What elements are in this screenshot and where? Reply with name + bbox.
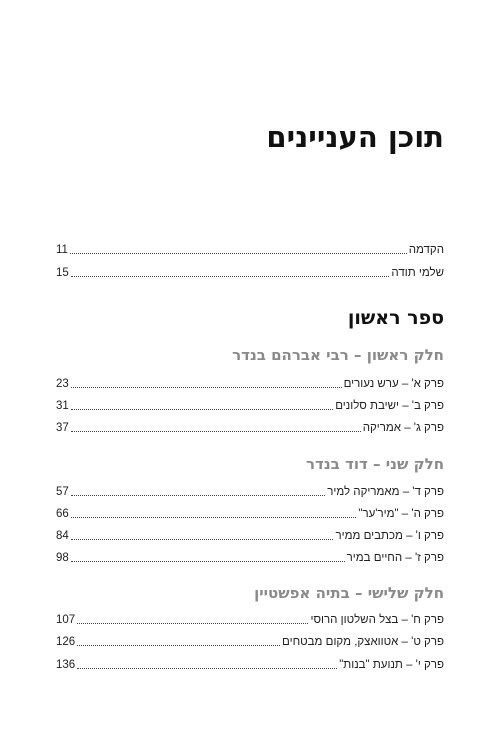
entry-label: פרק ד' – מאמריקה למיר — [327, 486, 444, 498]
entry-page-number: 107 — [56, 614, 76, 626]
dot-leader — [71, 539, 334, 540]
part-title: חלק ראשון – רבי אברהם בנדר — [232, 346, 444, 364]
toc-entry-chapter — [56, 656, 444, 672]
toc-entry-chapter — [56, 633, 444, 649]
entry-label: הקדמה — [408, 244, 444, 256]
entry-label: פרק ג' – אמריקה — [362, 422, 444, 434]
entry-page-number: 11 — [56, 244, 68, 256]
dot-leader — [77, 623, 308, 624]
entry-page-number: 15 — [56, 267, 69, 279]
entry-page-number: 57 — [56, 486, 69, 498]
entry-page-number: 37 — [56, 422, 69, 434]
toc-entry-chapter — [56, 505, 444, 521]
entry-label: פרק א' – ערש נעורים — [343, 378, 444, 390]
dot-leader — [77, 668, 337, 669]
entry-page-number: 98 — [56, 552, 69, 564]
dot-leader — [70, 253, 407, 254]
entry-label: פרק ט' – אטוואצק, מקום מבטחים — [282, 636, 444, 648]
entry-page-number: 31 — [56, 400, 69, 412]
toc-entry-chapter — [56, 549, 444, 565]
dot-leader — [71, 409, 333, 410]
entry-label: פרק ז' – החיים במיר — [346, 552, 444, 564]
dot-leader — [77, 645, 280, 646]
part-title: חלק שלישי – בתיה אפשטיין — [254, 584, 444, 602]
toc-title: תוכן העניינים — [266, 120, 444, 154]
dot-leader — [71, 517, 357, 518]
entry-page-number: 66 — [56, 508, 69, 520]
dot-leader — [71, 495, 325, 496]
toc-entry-acknowledgments — [56, 264, 444, 280]
entry-page-number: 84 — [56, 530, 69, 542]
entry-label: שלמי תודה — [391, 267, 444, 279]
toc-entry-chapter — [56, 483, 444, 499]
dot-leader — [71, 561, 345, 562]
dot-leader — [71, 276, 390, 277]
entry-label: פרק ה' – "מיר'ער" — [358, 508, 444, 520]
dot-leader — [71, 431, 361, 432]
toc-entry-chapter — [56, 397, 444, 413]
entry-label: פרק י' – תנועת "בנות" — [339, 659, 444, 671]
entry-page-number: 23 — [56, 378, 69, 390]
entry-page-number: 136 — [56, 659, 76, 671]
book-title: ספר ראשון — [347, 307, 444, 329]
toc-entry-chapter — [56, 611, 444, 627]
entry-page-number: 126 — [56, 636, 76, 648]
entry-label: פרק ו' – מכתבים ממיר — [335, 530, 444, 542]
toc-entry-chapter — [56, 375, 444, 391]
toc-entry-intro — [56, 241, 444, 257]
toc-entry-chapter — [56, 527, 444, 543]
toc-entry-chapter — [56, 419, 444, 435]
dot-leader — [71, 387, 342, 388]
entry-label: פרק ח' – בצל השלטון הרוסי — [310, 614, 444, 626]
part-title: חלק שני – דוד בנדר — [306, 455, 444, 473]
entry-label: פרק ב' – ישיבת סלונים — [335, 400, 444, 412]
